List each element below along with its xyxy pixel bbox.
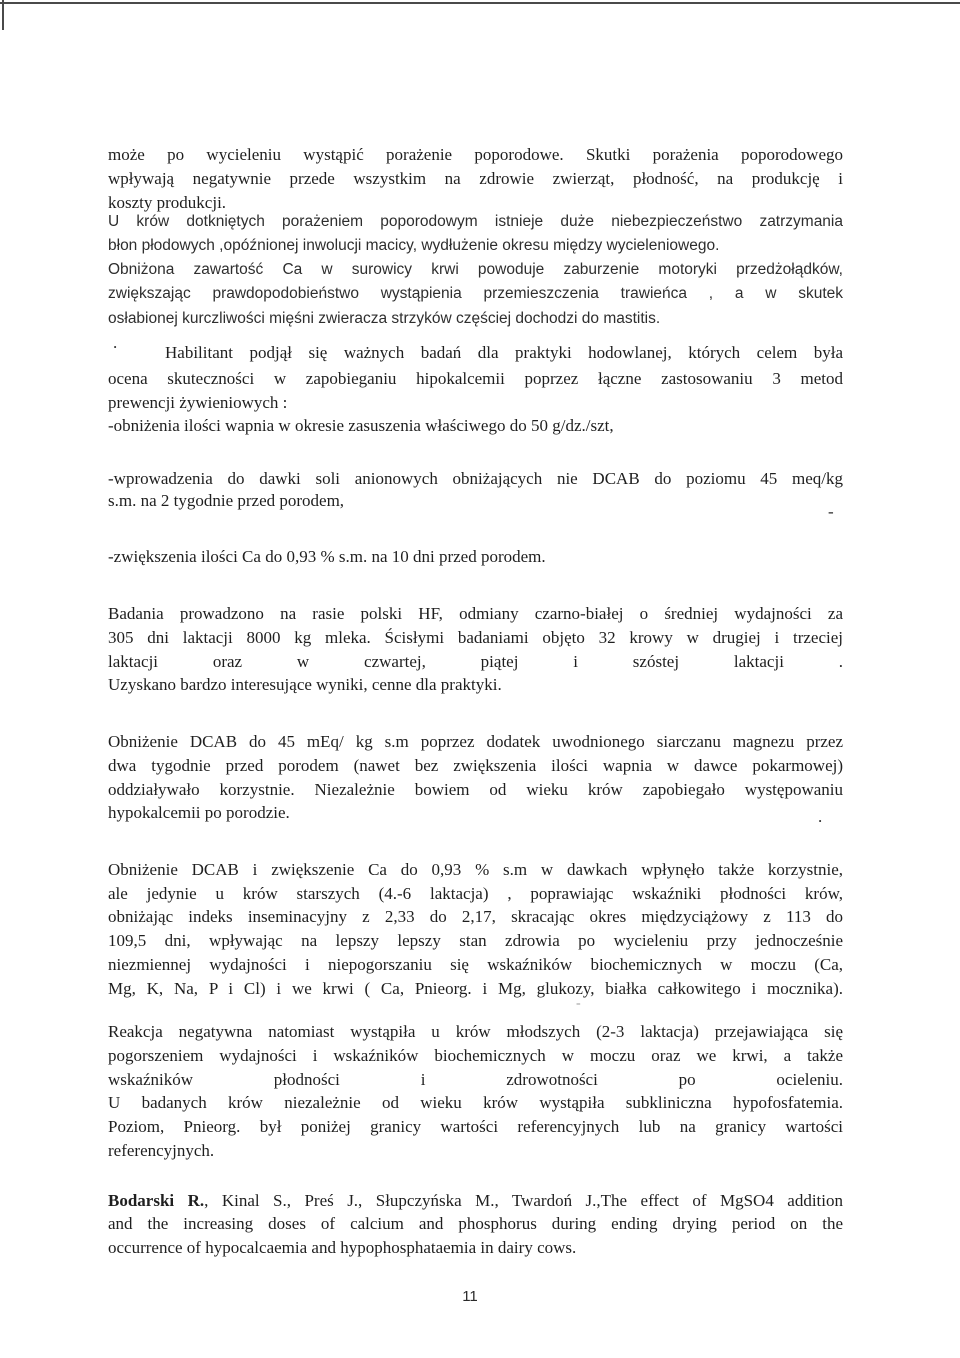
text-line: prewencji żywieniowych : [108,393,288,412]
reference-text: , Kinal S., Preś J., Słupczyńska M., Twardoń J.,The effect of MgSO4 addition [204,1191,843,1210]
text-line: Reakcja negatywna natomiast wystąpiła u krów młodszych (2-3 laktacja) przejawiająca się [108,1022,843,1041]
scan-border-left [2,0,4,30]
text-line: błon płodowych ,opóźnionej inwolucji macicy, wydłużenie okresu między wycieleniowego. [108,237,720,254]
stray-mark: - [828,502,834,521]
text-line: ocena skuteczności w zapobieganiu hipokalcemii poprzez łączne zastosowaniu 3 metod [108,369,843,388]
text-line: osłabionej kurczliwości mięśni zwieracza strzyków częściej dochodzi do mastitis. [108,310,661,327]
reference-authors-bold: Bodarski R. [108,1191,205,1210]
text-line: -zwiększenia ilości Ca do 0,93 % s.m. na 10 dni przed porodem. [108,547,546,566]
text-line: Poziom, Pnieorg. był poniżej granicy wartości referencyjnych lub na granicy wartości [108,1117,843,1136]
text-line: koszty produkcji. [108,193,227,212]
text-line: s.m. na 2 tygodnie przed porodem, [108,491,345,510]
text-line: 109,5 dni, wpływając na lepszy lepszy stan zdrowia po wycieleniu przy jednocześnie [108,931,843,950]
text-line: wskaźników płodności i zdrowotności po ocieleniu. [108,1070,843,1089]
page-number: 11 [462,1288,478,1305]
stray-mark: . [818,807,823,826]
text-line: pogorszeniem wydajności i wskaźników biochemicznych w moczu oraz we krwi, a także [108,1046,843,1065]
text-line: U krów dotkniętych porażeniem poporodowym istnieje duże niebezpieczeństwo zatrzymania [108,213,843,230]
text-line: Uzyskano bardzo interesujące wyniki, cenne dla praktyki. [108,675,502,694]
text-line: laktacji oraz w czwartej, piątej i szóstej laktacji . [108,652,843,671]
scan-border-top [0,2,960,4]
text-line: Habilitant podjął się ważnych badań dla praktyki hodowlanej, których celem była [165,343,843,362]
reference-line: occurrence of hypocalcaemia and hypophosphataemia in dairy cows. [108,1238,577,1257]
stray-mark: . [113,333,118,352]
text-line: -wprowadzenia do dawki soli anionowych obniżających nie DCAB do poziomu 45 meq/kg [108,469,843,488]
text-line: zwiększając prawdopodobieństwo wystąpienia przemieszczenia trawieńca , a w skutek [108,285,843,302]
reference-line: and the increasing doses of calcium and phosphorus during ending drying period on the [108,1214,843,1233]
text-line: wpływają negatywnie przede wszystkim na zdrowie zwierząt, płodność, na produkcję i [108,169,843,188]
stray-mark: - [576,996,581,1011]
text-line: -obniżenia ilości wapnia w okresie zasuszenia właściwego do 50 g/dz./szt, [108,416,614,435]
text-line: hypokalcemii po porodzie. [108,803,290,822]
text-line: dwa tygodnie przed porodem (nawet bez zwiększenia ilości wapnia w dawce pokarmowej) [108,756,843,775]
text-line: referencyjnych. [108,1141,215,1160]
text-line: Obniżenie DCAB do 45 mEq/ kg s.m poprzez dodatek uwodnionego siarczanu magnezu przez [108,732,843,751]
text-line: U badanych krów niezależnie od wieku krów wystąpiła subkliniczna hypofosfatemia. [108,1093,843,1112]
text-line: oddziaływało korzystnie. Niezależnie bowiem od wieku krów zapobiegało występowaniu [108,780,843,799]
text-line: może po wycieleniu wystąpić porażenie poporodowe. Skutki porażenia poporodowego [108,145,843,164]
text-line: obniżając indeks inseminacyjny z 2,33 do 2,17, skracając okres międzyciążowy z 113 do [108,907,843,926]
text-line: niezmiennej wydajności i niepogorszaniu się wskaźników biochemicznych w moczu (Ca, [108,955,843,974]
text-line: Mg, K, Na, P i Cl) i we krwi ( Ca, Pnieorg. i Mg, glukozy, białka całkowitego i mocznika). [108,979,843,998]
text-line: Obniżenie DCAB i zwiększenie Ca do 0,93 % s.m w dawkach wpłynęło także korzystnie, [108,860,843,879]
text-line: 305 dni laktacji 8000 kg mleka. Ścisłymi badaniami objęto 32 krowy w drugiej i trzeciej [108,628,843,647]
text-line: Badania prowadzono na rasie polski HF, odmiany czarno-białej o średniej wydajności za [108,604,843,623]
reference-line [108,1189,843,1213]
text-line: ale jedynie u krów starszych (4.-6 laktacja) , poprawiając wskaźniki płodności krów, [108,884,843,903]
text-line: Obniżona zawartość Ca w surowicy krwi powoduje zaburzenie motoryki przedżołądków, [108,261,843,278]
